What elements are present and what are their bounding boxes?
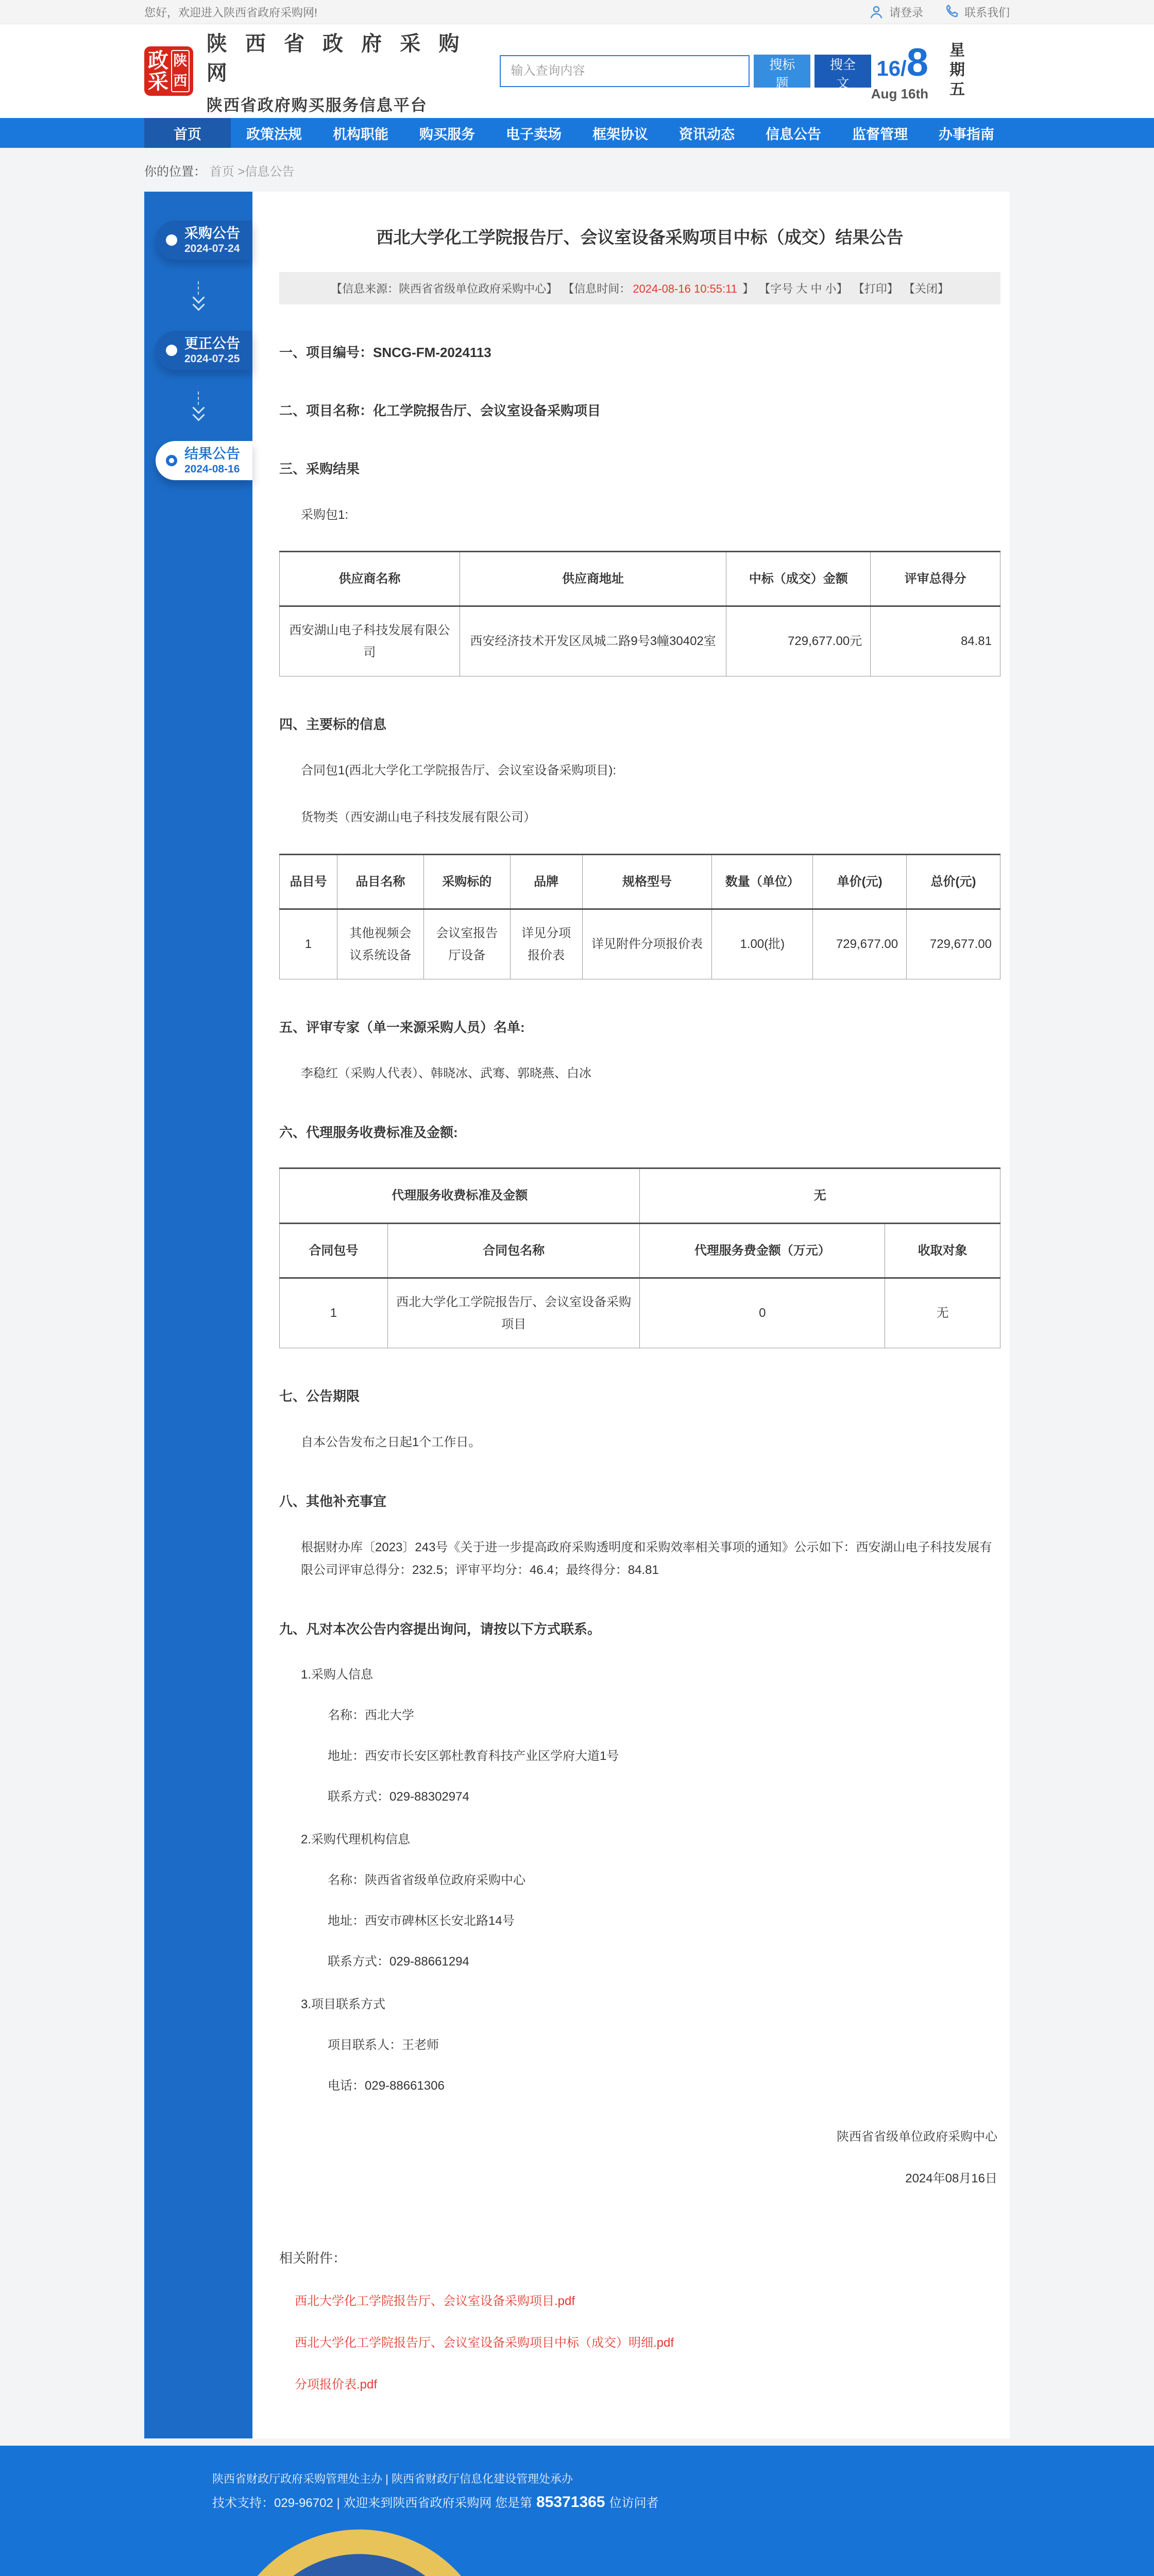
font-size-controls[interactable]: 【字号 大 中 小】 xyxy=(759,282,848,295)
breadcrumb-home[interactable]: 首页 xyxy=(209,165,234,179)
contact-line: 电话：029-88661306 xyxy=(328,2078,445,2093)
breadcrumb-label: 你的位置： xyxy=(144,165,206,179)
agency-table-header: 合同包号 xyxy=(280,1223,388,1278)
signature-date: 2024年08月16日 xyxy=(905,2171,997,2185)
login-label: 请登录 xyxy=(889,6,923,19)
breadcrumb-separator: > xyxy=(237,165,245,179)
result-table-header: 中标（成交）金额 xyxy=(726,551,871,606)
logo-char: 政 xyxy=(148,48,168,72)
items-table-header: 规格型号 xyxy=(582,854,712,909)
weekday-label: 星期五 xyxy=(947,42,964,100)
timeline-title: 采购公告 xyxy=(184,226,240,242)
meta-time-suffix: 】 xyxy=(739,282,754,295)
timeline-date: 2024-07-25 xyxy=(184,352,240,365)
procurement-package-label: 采购包1: xyxy=(301,507,349,522)
agency-table-header: 合同包名称 xyxy=(387,1223,640,1278)
contract-package-name-cell: 西北大学化工学院报告厅、会议室设备采购项目 xyxy=(387,1278,640,1348)
date-widget xyxy=(871,40,1010,102)
search-area xyxy=(500,55,871,91)
search-input[interactable] xyxy=(500,55,750,87)
review-score-cell: 84.81 xyxy=(871,606,1000,676)
search-fulltext-button[interactable]: 搜全文 xyxy=(814,55,871,88)
contact-line: 联系方式：029-88661294 xyxy=(328,1954,469,1969)
footer-support-line xyxy=(212,2493,765,2511)
agency-table-header: 代理服务费金额（万元） xyxy=(640,1223,885,1278)
agency-fee-merged-header: 代理服务收费标准及金额 xyxy=(280,1168,640,1223)
supplier-name-cell: 西安湖山电子科技发展有限公司 xyxy=(280,606,460,676)
meta-time-prefix: 【信息时间： xyxy=(563,282,631,295)
attachments-section xyxy=(279,2248,1000,2392)
section-project-number: 一、项目编号：SNCG-FM-2024113 xyxy=(279,344,491,360)
table-row xyxy=(280,909,1000,979)
procurement-subject-cell: 会议室报告厅设备 xyxy=(423,909,510,979)
nav-item-announcements[interactable]: 信息公告 xyxy=(766,126,821,142)
nav-item-news[interactable]: 资讯动态 xyxy=(679,126,735,142)
items-table-header: 单价(元) xyxy=(813,854,907,909)
items-table xyxy=(279,854,1000,980)
agency-table-header: 收取对象 xyxy=(885,1223,1000,1278)
phone-icon xyxy=(944,4,959,20)
site-footer xyxy=(0,2446,1154,2576)
visitor-count: 85371365 xyxy=(536,2493,605,2511)
signature-block xyxy=(279,2126,1000,2186)
items-table-header: 品目名称 xyxy=(337,854,423,909)
site-logo-seal xyxy=(144,46,193,96)
timeline-arrow xyxy=(144,392,252,419)
table-row xyxy=(280,1278,1000,1348)
result-table-header: 供应商名称 xyxy=(280,551,460,606)
attachment-link[interactable]: 分项报价表.pdf xyxy=(295,2377,378,2392)
section-review-experts: 五、评审专家（单一来源采购人员）名单: xyxy=(279,1020,525,1036)
contact-line: 地址：西安市碑林区长安北路14号 xyxy=(328,1913,515,1928)
unit-price-cell: 729,677.00 xyxy=(813,909,907,979)
items-table-header: 品牌 xyxy=(510,854,582,909)
section-other-matters: 八、其他补充事宜 xyxy=(279,1494,387,1510)
print-button[interactable]: 【打印】 xyxy=(853,282,898,295)
main-navigation xyxy=(0,118,1154,148)
announcement-period-text: 自本公告发布之日起1个工作日。 xyxy=(301,1435,481,1450)
meta-source: 【信息来源：陕西省省级单位政府采购中心】 xyxy=(331,282,558,295)
nav-item-policies[interactable]: 政策法规 xyxy=(246,126,302,142)
page-title: 西北大学化工学院报告厅、会议室设备采购项目中标（成交）结果公告 xyxy=(376,228,904,247)
login-link[interactable] xyxy=(869,4,923,20)
contact-group-title: 3.项目联系方式 xyxy=(301,1997,386,2011)
nav-item-home[interactable]: 首页 xyxy=(144,118,231,148)
award-amount-cell: 729,677.00元 xyxy=(726,606,871,676)
review-experts-names: 李稳红（采购人代表）、韩晓冰、武骞、郭晓燕、白冰 xyxy=(301,1066,591,1081)
goods-category-line: 货物类（西安湖山电子科技发展有限公司） xyxy=(301,810,536,825)
nav-item-framework[interactable]: 框架协议 xyxy=(592,126,648,142)
result-table-header: 评审总得分 xyxy=(871,551,1000,606)
table-row xyxy=(280,606,1000,676)
timeline-title: 更正公告 xyxy=(184,336,240,352)
logo-char: 陕 xyxy=(173,53,188,69)
footer-support-prefix: 技术支持：029-96702 | 欢迎来到陕西省政府采购网 您是第 xyxy=(212,2496,533,2510)
contact-label: 联系我们 xyxy=(964,6,1010,19)
supplier-address-cell: 西安经济技术开发区凤城二路9号3幢30402室 xyxy=(460,606,726,676)
site-subtitle: 陕西省政府购买服务信息平台 xyxy=(206,96,428,114)
breadcrumb xyxy=(144,148,1010,192)
nav-item-supervision[interactable]: 监督管理 xyxy=(852,126,908,142)
attachment-link[interactable]: 西北大学化工学院报告厅、会议室设备采购项目.pdf xyxy=(295,2294,575,2308)
site-title: 陕 西 省 政 府 采 购 网 xyxy=(206,32,466,84)
attachments-label: 相关附件： xyxy=(279,2250,347,2266)
timeline-item-correction-notice[interactable] xyxy=(156,331,252,370)
public-security-badge-icon xyxy=(212,2517,506,2576)
purchaser-info-block xyxy=(279,1664,1000,1804)
article-meta-bar xyxy=(279,272,1000,304)
items-table-header: 数量（单位） xyxy=(712,854,813,909)
items-table-header: 品目号 xyxy=(280,854,337,909)
item-name-cell: 其他视频会议系统设备 xyxy=(337,909,423,979)
nav-item-functions[interactable]: 机构职能 xyxy=(333,126,388,142)
date-day: 16/ xyxy=(876,56,907,80)
section-announcement-period: 七、公告期限 xyxy=(279,1388,360,1404)
welcome-text: 您好，欢迎进入陕西省政府采购网! xyxy=(144,6,318,19)
quantity-cell: 1.00(批) xyxy=(712,909,813,979)
contact-line: 联系方式：029-88302974 xyxy=(328,1789,469,1804)
site-header xyxy=(0,24,1154,118)
site-brand[interactable] xyxy=(144,27,500,115)
signature-org: 陕西省省级单位政府采购中心 xyxy=(837,2129,997,2144)
other-matters-text: 根据财办库〔2023〕243号《关于进一步提高政府采购透明度和采购效率相关事项的通知》公示如下：西安湖山电子科技发展有限公司评审总得分：232.5；评审平均分：46.4；最终得分：84.81 xyxy=(301,1540,992,1577)
item-no-cell: 1 xyxy=(280,909,337,979)
footer-registration-line xyxy=(212,2517,765,2576)
agency-fee-merged-value: 无 xyxy=(640,1168,1000,1223)
date-english: Aug 16th xyxy=(871,86,929,101)
section-agency-fee: 六、代理服务收费标准及金额: xyxy=(279,1125,458,1141)
logo-char: 西 xyxy=(173,73,188,89)
search-title-button[interactable]: 搜标题 xyxy=(754,55,810,88)
close-button[interactable]: 【关闭】 xyxy=(903,282,949,295)
agency-info-block xyxy=(279,1829,1000,1969)
contact-group-title: 1.采购人信息 xyxy=(301,1667,374,1682)
fee-payer-cell: 无 xyxy=(885,1278,1000,1348)
date-month: 8 xyxy=(906,41,929,84)
timeline-date: 2024-07-24 xyxy=(184,242,240,255)
timeline-dot xyxy=(166,345,177,356)
timeline-arrow xyxy=(144,281,252,309)
result-table-header: 供应商地址 xyxy=(460,551,726,606)
timeline-item-result-notice[interactable] xyxy=(156,441,252,480)
timeline-date: 2024-08-16 xyxy=(184,463,240,475)
section-procurement-result: 三、采购结果 xyxy=(279,461,360,477)
items-table-header: 采购标的 xyxy=(423,854,510,909)
announcement-timeline-sidebar xyxy=(144,192,252,2438)
agency-fee-amount-cell: 0 xyxy=(640,1278,885,1348)
agency-fee-table xyxy=(279,1167,1000,1348)
top-utility-bar xyxy=(0,0,1154,24)
contact-group-title: 2.采购代理机构信息 xyxy=(301,1832,411,1846)
timeline-title: 结果公告 xyxy=(184,446,240,462)
brand-cell: 详见分项报价表 xyxy=(510,909,582,979)
contact-line: 名称：西北大学 xyxy=(328,1708,414,1722)
items-table-header: 总价(元) xyxy=(907,854,1000,909)
total-price-cell: 729,677.00 xyxy=(907,909,1000,979)
section-project-name: 二、项目名称：化工学院报告厅、会议室设备采购项目 xyxy=(279,402,601,418)
breadcrumb-current[interactable]: 信息公告 xyxy=(245,165,295,179)
nav-item-guide[interactable]: 办事指南 xyxy=(939,126,994,142)
section-contact-methods: 九、凡对本次公告内容提出询问，请按以下方式联系。 xyxy=(279,1621,601,1637)
footer-organizer-line: 陕西省财政厅政府采购管理处主办 | 陕西省财政厅信息化建设管理处承办 xyxy=(212,2472,573,2485)
result-table xyxy=(279,551,1000,677)
contact-line: 项目联系人：王老师 xyxy=(328,2038,439,2052)
user-icon xyxy=(869,4,884,20)
timeline-dot xyxy=(166,234,177,246)
contact-line: 名称：陕西省省级单位政府采购中心 xyxy=(328,1873,525,1887)
logo-char: 采 xyxy=(148,70,168,93)
timeline-item-procurement-notice[interactable] xyxy=(156,221,252,260)
project-contact-block xyxy=(279,1994,1000,2093)
nav-item-purchase-services[interactable]: 购买服务 xyxy=(419,126,475,142)
announcement-article xyxy=(252,192,1010,2438)
contract-package-no-cell: 1 xyxy=(280,1278,388,1348)
nav-item-e-mall[interactable]: 电子卖场 xyxy=(506,126,562,142)
contact-link[interactable] xyxy=(944,4,1010,20)
meta-time-value: 2024-08-16 10:55:11 xyxy=(633,282,737,295)
attachment-link[interactable]: 西北大学化工学院报告厅、会议室设备采购项目中标（成交）明细.pdf xyxy=(295,2335,674,2350)
contact-line: 地址：西安市长安区郭杜教育科技产业区学府大道1号 xyxy=(328,1749,619,1763)
spec-model-cell: 详见附件分项报价表 xyxy=(582,909,712,979)
timeline-dot xyxy=(166,455,177,466)
section-main-subject-info: 四、主要标的信息 xyxy=(279,717,387,733)
content-panel xyxy=(144,192,1010,2438)
footer-support-suffix: 位访问者 xyxy=(609,2496,659,2510)
contract-package-line: 合同包1(西北大学化工学院报告厅、会议室设备采购项目): xyxy=(301,764,616,778)
